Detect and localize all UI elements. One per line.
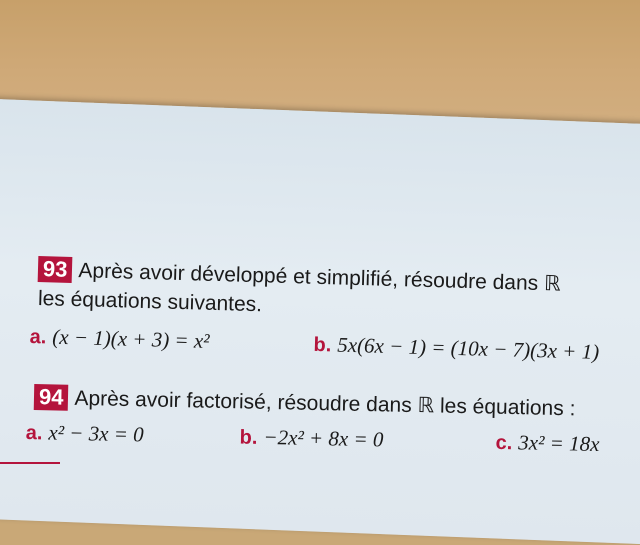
exercise-93-instruction-line1: Après avoir développé et simplifié, résoudre dans ℝ (78, 259, 561, 296)
exercise-94-instruction: Après avoir factorisé, résoudre dans ℝ les équations : (74, 386, 576, 421)
exercise-94-item-a (25, 420, 143, 447)
equation: (x − 1)(x + 3) = x² (52, 324, 210, 354)
next-exercise-edge (0, 462, 60, 482)
exercise-94-item-c (495, 430, 599, 457)
item-label: c. (495, 431, 513, 455)
exercise-93-number: 93 (38, 256, 73, 283)
exercise-94-equations (25, 420, 640, 457)
exercise-93-instruction-line2-row (38, 287, 263, 317)
exercise-94-number: 94 (34, 384, 69, 411)
exercise-93-item-b (313, 332, 599, 365)
equation: 5x(6x − 1) = (10x − 7)(3x + 1) (336, 332, 600, 364)
exercise-94-item-b (239, 424, 383, 452)
item-label: a. (29, 325, 47, 349)
item-label: b. (239, 426, 258, 449)
exercise-93-equations (29, 324, 640, 364)
equation: −2x² + 8x = 0 (263, 424, 384, 452)
exercise-93-instruction-line2: les équations suivantes. (37, 287, 263, 317)
equation: 3x² = 18x (518, 430, 600, 457)
item-label: a. (25, 421, 43, 445)
exercise-93-item-a (29, 324, 210, 354)
item-label: b. (313, 333, 332, 357)
equation: x² − 3x = 0 (48, 420, 144, 447)
exercise-94-header (34, 384, 576, 421)
